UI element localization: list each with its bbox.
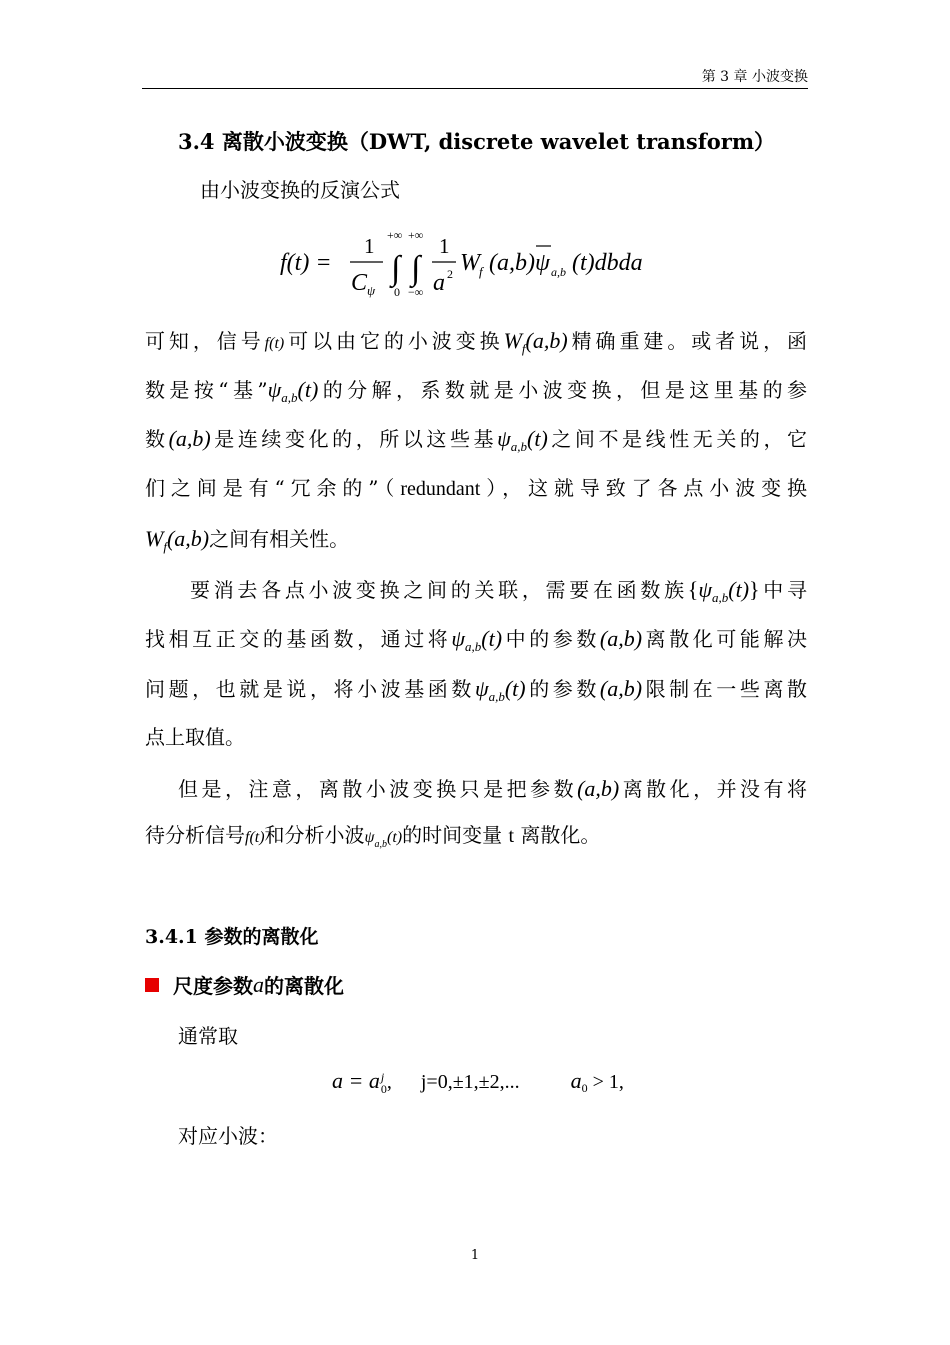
- frac2-num: 1: [439, 234, 450, 258]
- p1-line3: 数(a,b)是连续变化的，所以这些基$\psi_{a,b}(t)$之间不是线性无关的，它: [145, 426, 808, 454]
- page-number: 1: [470, 1248, 480, 1263]
- formula-psi-sub: a,b: [551, 265, 566, 279]
- header-rule: [142, 88, 808, 89]
- p2-line4: 点上取值。: [145, 725, 245, 749]
- formula-lhs: f(t) =: [280, 250, 332, 276]
- formula-W: W: [460, 250, 480, 276]
- p2-line2: 找相互正交的基函数，通过将$\psi_{a,b}(t)$中的参数(a,b)离散化可能解决: [145, 626, 808, 654]
- int2-lower: −∞: [408, 285, 424, 299]
- p5-text: 对应小波：: [178, 1124, 278, 1148]
- int1-upper: +∞: [387, 228, 403, 242]
- p1-line5: $W_f(a,b)$之间有相关性。: [145, 526, 350, 554]
- bullet-square-icon: [145, 978, 159, 992]
- p1-line2: 数是按“基$”\psi_{a,b}(t)$的分解，系数就是小波变换，但是这里基的参: [145, 377, 807, 405]
- frac2-den: a: [433, 270, 445, 296]
- p2-line3: 问题，也就是说，将小波基函数$\psi_{a,b}(t)$的参数(a,b)限制在一些离散: [145, 676, 808, 704]
- p4-text: 通常取: [178, 1024, 238, 1048]
- frac1-num: 1: [364, 234, 375, 258]
- formula-args: (a,b): [489, 250, 535, 276]
- p3-line1: 但是，注意，离散小波变换只是把参数(a,b)离散化，并没有将: [178, 776, 808, 801]
- int1-lower: 0: [394, 285, 400, 299]
- frac1-den: C: [351, 270, 368, 296]
- scale-discretization-formula: a = a j 0 , j=0,±1,±2,... $a_0 > 1$,: [332, 1068, 624, 1097]
- formula-W-sub: f: [479, 264, 483, 279]
- bullet-scale-parameter: 尺度参数 a 的离散化: [145, 970, 344, 999]
- subsection-title: 3.4.1 参数的离散化: [145, 926, 319, 948]
- int2-upper: +∞: [408, 228, 424, 242]
- formula-psi: ψ: [535, 250, 550, 276]
- section-title: 3.4 离散小波变换（DWT, discrete wavelet transform）: [178, 129, 776, 154]
- p2-line1: 要消去各点小波变换之间的关联，需要在函数族$\{\psi_{a,b}(t)\}$中寻: [190, 577, 808, 605]
- frac1-den-sub: ψ: [367, 283, 376, 298]
- formula-svg: [280, 226, 700, 306]
- chapter-header: 第 3 章 小波变换: [701, 69, 808, 85]
- p1-line4: 们之间是有“冗余的”（redundant），这就导致了各点小波变换: [145, 476, 808, 500]
- p3-line2: 待分析信号f(t)和分析小波$\psi_{a,b}(t)$的时间变量 t 离散化。: [145, 823, 601, 850]
- intro-text: 由小波变换的反演公式: [200, 178, 400, 202]
- p1-line1: 可知，信号f(t)可以由它的小波变换$W_f(a,b)$精确重建。或者说，函: [145, 328, 808, 356]
- int1-sign: ∫: [391, 250, 401, 287]
- formula-tail: (t)dbda: [572, 250, 643, 276]
- inverse-transform-formula: [280, 226, 700, 306]
- int2-sign: ∫: [411, 250, 421, 287]
- frac2-den-sup: 2: [447, 267, 453, 281]
